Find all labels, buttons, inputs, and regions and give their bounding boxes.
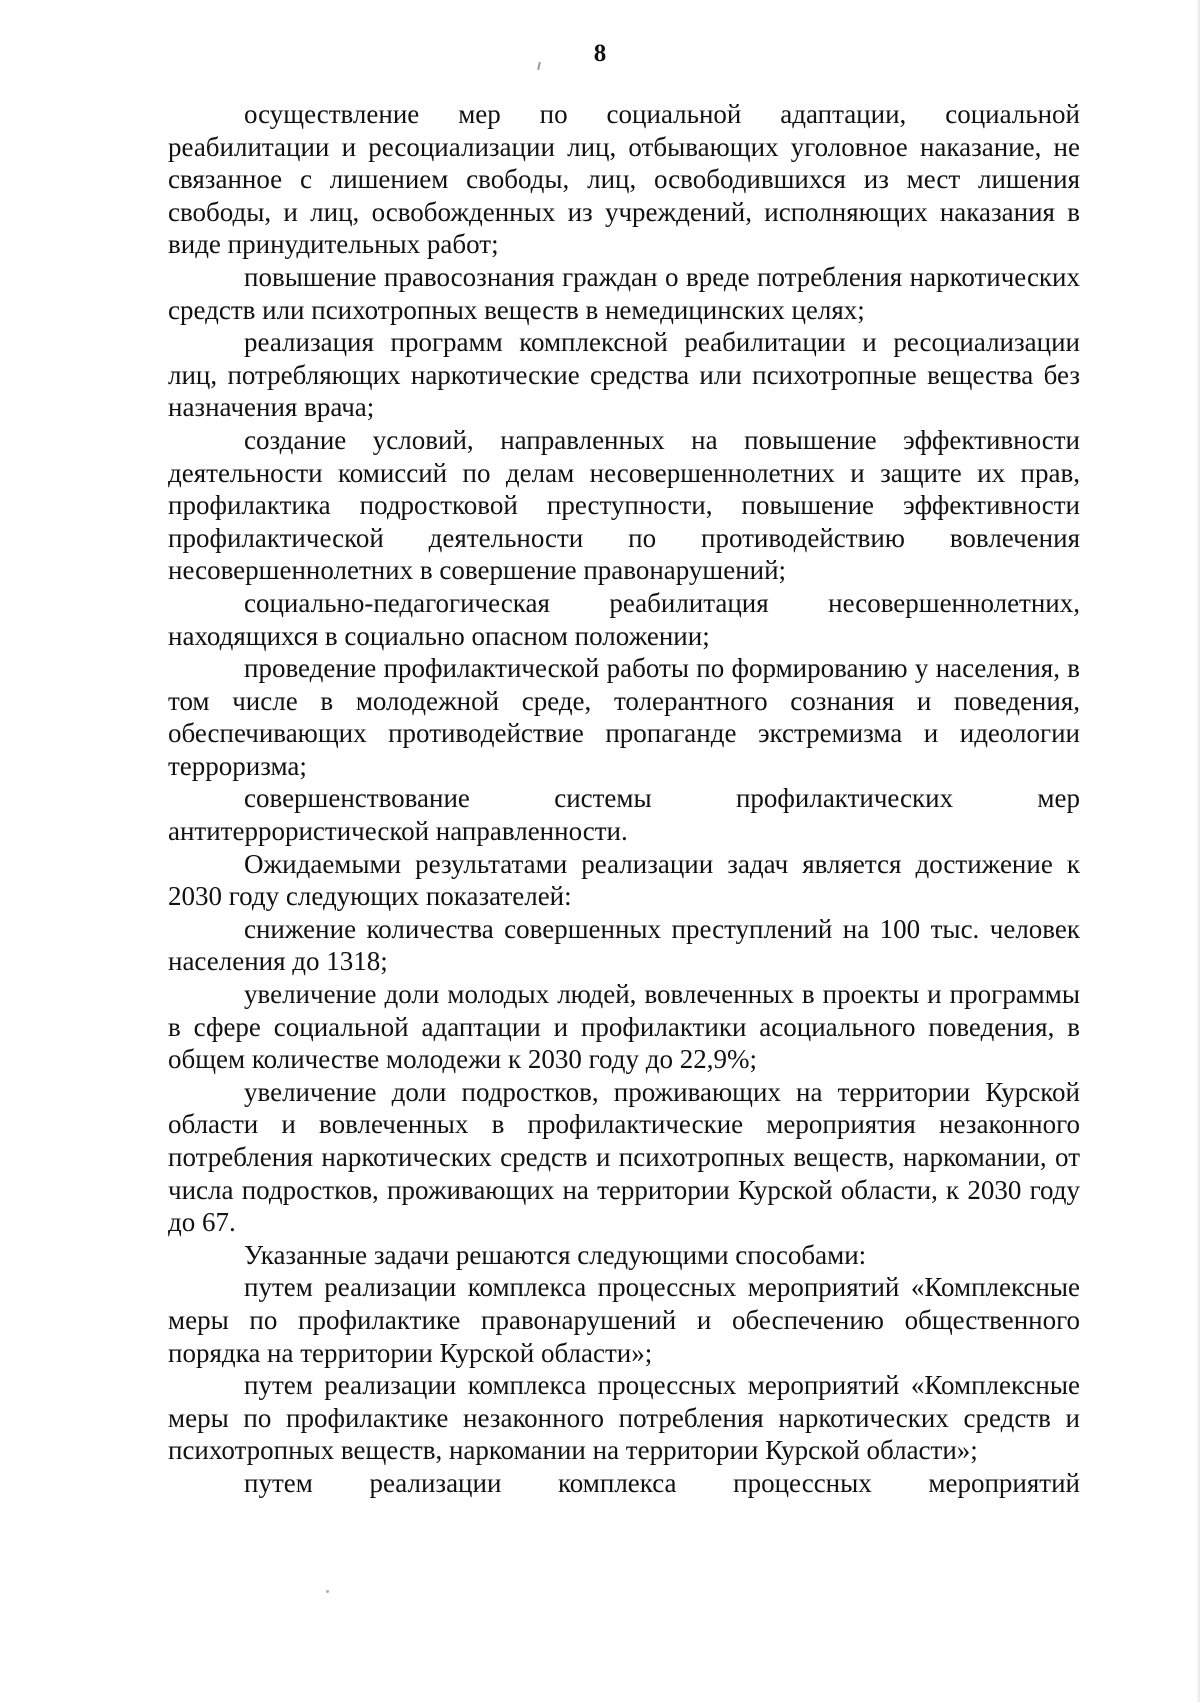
paragraph-antiterrorism: совершенствование системы профилактических мер антитеррористической направленности. bbox=[168, 783, 1080, 847]
paragraph-method-drug-prevention: путем реализации комплекса процессных мероприятий «Комплексные меры по профилактике незаконного потребления наркотических средств и психотропных веществ, наркомании на территории Курской области»; bbox=[168, 1370, 1080, 1466]
paragraph-methods-intro: Указанные задачи решаются следующими способами: bbox=[244, 1239, 867, 1270]
paragraph-youth-share: увеличение доли молодых людей, вовлеченных в проекты и программы в сфере социальной адаптации и профилактики асоциального поведения, в общем количестве молодежи к 2030 году до 22,9%; bbox=[168, 979, 1080, 1075]
paragraph-teen-share: увеличение доли подростков, проживающих на территории Курской области и вовлеченных в профилактические мероприятия незаконного потребления наркотических средств и психотропных веществ, наркомании, от числа подростков, проживающих на территории Курской области, к 2030 году до 67. bbox=[168, 1076, 1080, 1238]
paragraph-method-public-order: путем реализации комплекса процессных мероприятий «Комплексные меры по профилактике правонарушений и обеспечению общественного порядка на территории Курской области»; bbox=[168, 1272, 1080, 1368]
paragraph-juvenile-commissions: создание условий, направленных на повышение эффективности деятельности комиссий по делам несовершеннолетних и защите их прав, профилактика подростковой преступности, повышение эффективности профилактической деятельности по противодействию вовлечения несовершеннолетних в совершение правонарушений; bbox=[168, 424, 1080, 586]
paragraph-tolerance: проведение профилактической работы по формированию у населения, в том числе в молодежной среде, толерантного сознания и поведения, обеспечивающих противодействие пропаганде экстремизма и идеологии терроризма; bbox=[168, 653, 1080, 781]
paragraph-crime-reduction: снижение количества совершенных преступлений на 100 тыс. человек населения до 1318; bbox=[168, 913, 1080, 977]
scan-artifact bbox=[326, 1590, 329, 1593]
document-body bbox=[168, 98, 1080, 1500]
page-number: 8 bbox=[593, 40, 607, 67]
paragraph-method-continued: путем реализации комплекса процессных мероприятий bbox=[244, 1467, 1080, 1498]
paragraph-rehabilitation-programs: реализация программ комплексной реабилитации и ресоциализации лиц, потребляющих наркотические средства или психотропные вещества без назначения врача; bbox=[168, 327, 1080, 423]
paragraph-expected-results: Ожидаемыми результатами реализации задач является достижение к 2030 году следующих показателей: bbox=[168, 848, 1080, 912]
paragraph-socio-pedagogical: социально-педагогическая реабилитация несовершеннолетних, находящихся в социально опасном положении; bbox=[168, 587, 1080, 651]
paragraph-social-adaptation: осуществление мер по социальной адаптации, социальной реабилитации и ресоциализации лиц, отбывающих уголовное наказание, не связанное с лишением свободы, лиц, освободившихся из мест лишения свободы, и лиц, освобожденных из учреждений, исполняющих наказания в виде принудительных работ; bbox=[168, 99, 1080, 260]
paragraph-legal-awareness: повышение правосознания граждан о вреде потребления наркотических средств или психотропных веществ в немедицинских целях; bbox=[168, 261, 1080, 325]
scan-edge bbox=[1196, 0, 1200, 1702]
